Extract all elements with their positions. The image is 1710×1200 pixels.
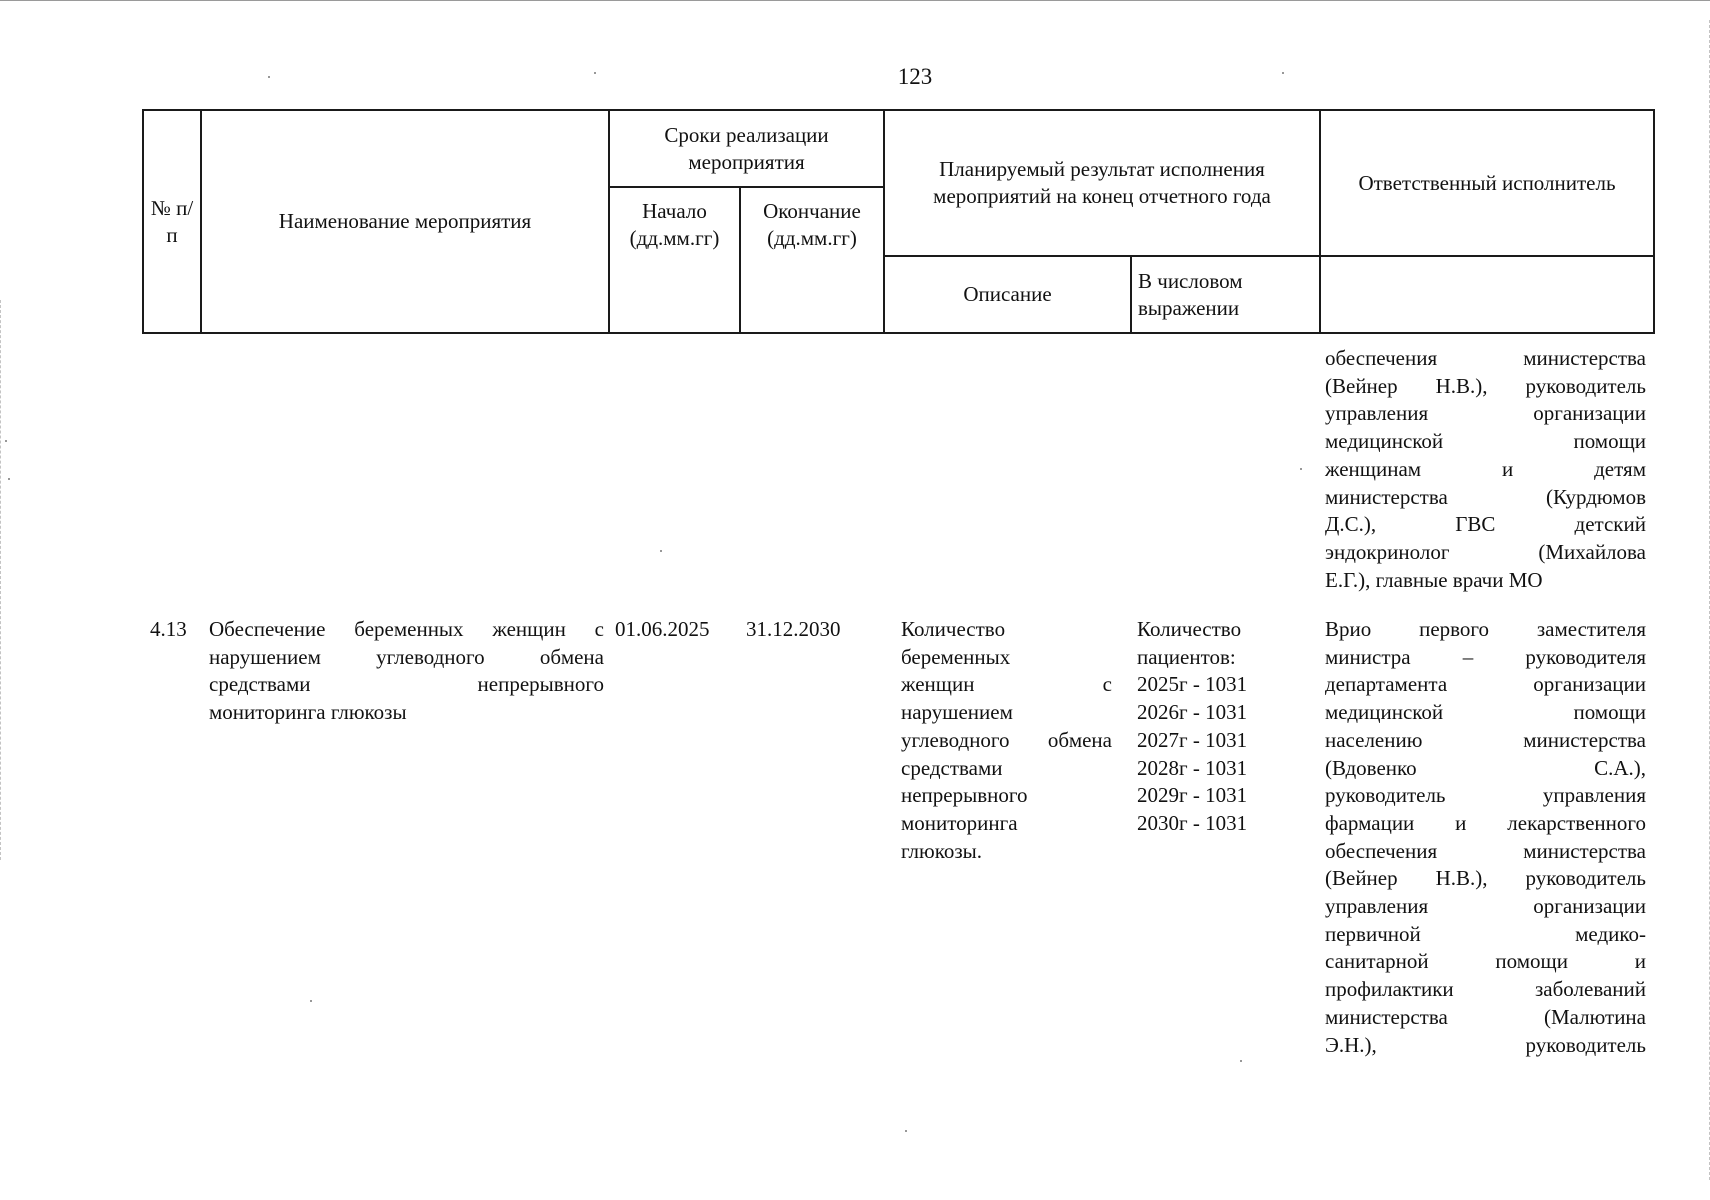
- text-line: министерства (Курдюмов: [1325, 484, 1646, 509]
- scan-left-edge: [0, 300, 3, 860]
- row-num: 4.13: [150, 617, 187, 641]
- text-line: (Вейнер Н.В.), руководитель: [1325, 866, 1646, 891]
- header-numeric: В числовом выражении: [1131, 256, 1320, 333]
- table-header: [142, 109, 1655, 334]
- text-line: 2026г - 1031: [1137, 700, 1248, 725]
- text-line: 2029г - 1031: [1137, 783, 1248, 808]
- header-name: Наименование мероприятия: [201, 110, 609, 333]
- text-line: управления организации: [1325, 401, 1646, 426]
- text-line: (Вдовенко С.А.),: [1325, 755, 1646, 780]
- row-start: 01.06.2025: [615, 617, 710, 641]
- header-timing-group: Сроки реализации мероприятия: [609, 110, 884, 187]
- text-line: непрерывного: [901, 783, 1028, 808]
- text-line: санитарной помощи и: [1325, 949, 1646, 974]
- text-line: (Вейнер Н.В.), руководитель: [1325, 373, 1646, 398]
- text-line: средствами непрерывного: [209, 672, 604, 697]
- row-name: [209, 616, 604, 727]
- text-line: глюкозы.: [901, 838, 983, 863]
- text-line: средствами: [901, 755, 1003, 780]
- text-line: Количество: [901, 617, 1006, 641]
- text-line: министерства (Малютина: [1325, 1004, 1646, 1029]
- header-responsible: Ответственный исполнитель: [1320, 110, 1654, 256]
- text-line: министра – руководителя: [1325, 644, 1646, 669]
- text-line: женщин с: [901, 672, 1112, 697]
- text-line: управления организации: [1325, 894, 1646, 919]
- text-line: первичной медико-: [1325, 921, 1646, 946]
- text-line: обеспечения министерства: [1325, 346, 1646, 370]
- header-end: Окончание (дд.мм.гг): [740, 187, 884, 333]
- text-line: углеводного обмена: [901, 727, 1112, 752]
- text-line: Э.Н.), руководитель: [1325, 1032, 1646, 1057]
- header-num: № п/п: [143, 110, 201, 333]
- text-line: руководитель управления: [1325, 783, 1646, 808]
- text-line: медицинской помощи: [1325, 429, 1646, 454]
- row-responsible: [1325, 616, 1646, 1059]
- page-number: 123: [897, 64, 933, 89]
- text-line: нарушением углеводного обмена: [209, 644, 604, 669]
- text-line: обеспечения министерства: [1325, 838, 1646, 863]
- text-line: 2028г - 1031: [1137, 755, 1248, 780]
- header-result-group: Планируемый результат исполнения мероприятий на конец отчетного года: [884, 110, 1320, 256]
- text-line: фармации и лекарственного: [1325, 810, 1646, 835]
- text-line: пациентов:: [1137, 644, 1236, 669]
- text-line: нарушением: [901, 700, 1013, 725]
- text-line: беременных: [901, 644, 1011, 669]
- header-start: Начало (дд.мм.гг): [609, 187, 740, 333]
- text-line: департамента организации: [1325, 672, 1646, 697]
- text-line: Количество: [1137, 617, 1242, 641]
- text-line: Е.Г.), главные врачи МО: [1325, 567, 1543, 592]
- text-line: 2027г - 1031: [1137, 727, 1248, 752]
- continuation-responsible: [1325, 345, 1646, 594]
- text-line: 2030г - 1031: [1137, 810, 1248, 835]
- row-numeric: [1137, 616, 1277, 838]
- header-description: Описание: [884, 256, 1131, 333]
- row-description: [901, 616, 1112, 865]
- text-line: Обеспечение беременных женщин с: [209, 617, 604, 641]
- header-responsible-empty: [1320, 256, 1654, 333]
- text-line: 2025г - 1031: [1137, 672, 1248, 697]
- text-line: профилактики заболеваний: [1325, 977, 1646, 1002]
- text-line: населению министерства: [1325, 727, 1646, 752]
- scan-edge: [0, 0, 1710, 4]
- text-line: Врио первого заместителя: [1325, 617, 1646, 641]
- text-line: медицинской помощи: [1325, 700, 1646, 725]
- text-line: мониторинга: [901, 810, 1018, 835]
- text-line: мониторинга глюкозы: [209, 700, 407, 725]
- row-end: 31.12.2030: [746, 617, 841, 641]
- text-line: Д.С.), ГВС детский: [1325, 512, 1646, 537]
- text-line: эндокринолог (Михайлова: [1325, 539, 1646, 564]
- text-line: женщинам и детям: [1325, 456, 1646, 481]
